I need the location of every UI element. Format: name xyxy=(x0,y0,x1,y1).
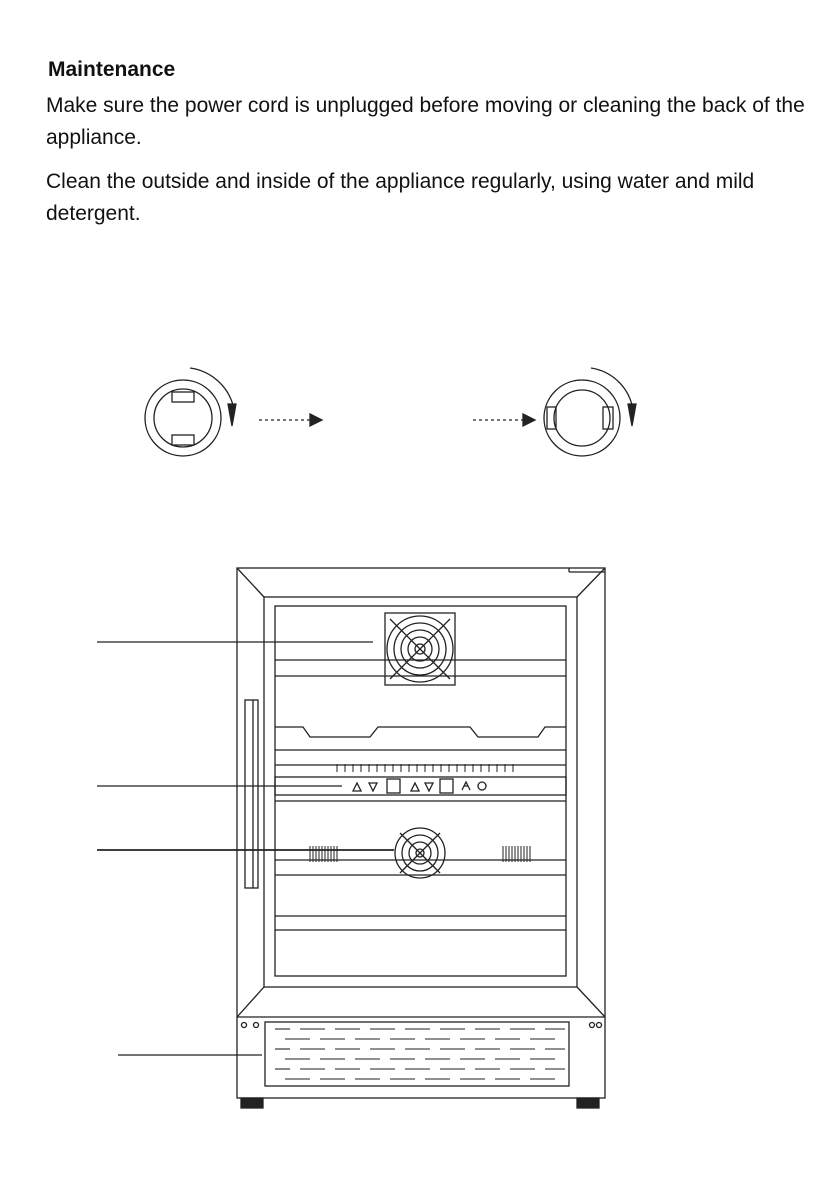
fan-icon xyxy=(385,613,455,685)
section-heading: Maintenance xyxy=(48,58,176,81)
display-box xyxy=(387,779,400,793)
up-arrow-icon xyxy=(411,783,419,791)
arrow-right-icon xyxy=(259,414,322,426)
leveling-foot xyxy=(577,1098,599,1108)
cap-start-icon xyxy=(145,368,236,456)
up-arrow-icon xyxy=(353,783,361,791)
down-arrow-icon xyxy=(369,783,377,791)
cap-rotated-icon xyxy=(544,368,636,456)
fan-icon xyxy=(395,828,445,878)
display-box xyxy=(440,779,453,793)
arrow-right-icon xyxy=(473,414,535,426)
base-vent xyxy=(242,1022,602,1086)
door-handle xyxy=(245,700,258,888)
light-icon xyxy=(462,782,470,790)
power-icon xyxy=(478,782,486,790)
leveling-foot xyxy=(241,1098,263,1108)
down-arrow-icon xyxy=(425,783,433,791)
instruction-paragraph-1: Make sure the power cord is unplugged before moving or cleaning the back of the appliance. xyxy=(46,94,805,149)
instruction-paragraph-2: Clean the outside and inside of the appliance regularly, using water and mild detergent. xyxy=(46,170,755,225)
appliance-front-view xyxy=(237,568,605,1108)
